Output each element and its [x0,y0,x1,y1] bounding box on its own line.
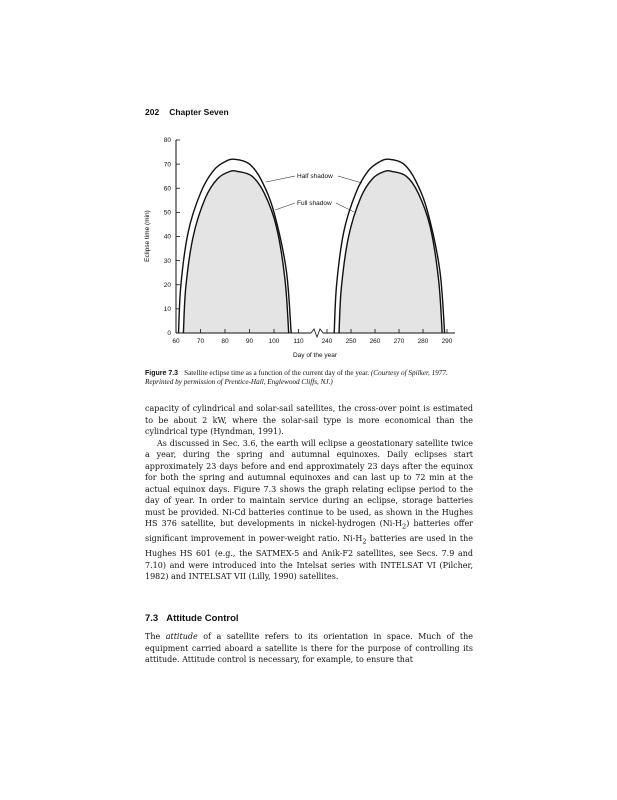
x-tick-label: 250 [345,338,357,345]
y-tick-label: 10 [163,306,171,314]
x-tick-label: 290 [441,338,453,345]
x-tick-label: 60 [172,338,180,345]
x-tick-label: 70 [196,338,205,345]
eclipse-time-chart [140,132,470,364]
section-heading [145,613,239,624]
y-axis-label: Eclipse time (min) [144,210,151,262]
y-tick-label: 20 [163,281,171,289]
paragraph-1: capacity of cylindrical and solar-sail satellites, the cross-over point is estimated to be about 2 kW, where the solar-sail type is more economical than the cylindrical type (Hyndman, 1991). [145,404,473,436]
caption-credit: (Courtesy of Spilker, 1977. Reprinted by permission of Prentice-Hall, Englewood Cliffs, NJ.) [145,369,448,387]
y-tick-label: 70 [163,161,171,169]
y-tick-label: 40 [163,233,171,241]
x-tick-label: 280 [417,338,429,345]
running-head [145,107,229,117]
body-text-upper [145,403,473,583]
paragraph-2-part-a: As discussed in Sec. 3.6, the earth will eclipse a geostationary satellite twice a year, during the spring and autumnal equinoxes. Daily eclipses start approximately 23 days before and end approximately 23 days after the equinox for both the spring and autumnal equinoxes and can last up to 72 min at the actual equinox days. Figure 7.3 shows the graph relating eclipse period to the day of year. In order to maintain service during an eclipse, storage batteries must be provided. Ni-Cd batteries continue to be used, as shown in the Hughes HS 376 satellite, but developments in nickel-hydrogen (Ni-H [145,438,473,528]
full-shadow-label: Full shadow [297,200,332,207]
subscript-2: 2 [402,522,407,531]
x-tick-label: 270 [393,338,405,345]
paragraph-3-lead: The [145,632,166,641]
chapter-title: Chapter Seven [169,107,229,117]
paragraph-2 [145,438,473,583]
caption-text: Satellite eclipse time as a function of the current day of the year. [184,369,370,377]
page-number: 202 [145,107,160,117]
y-tick-label: 0 [167,330,171,338]
axis-break-mark [311,329,323,337]
paragraph-3-rest: of a satellite refers to its orientation in space. Much of the equipment carried aboard a satellite is there for the purpose of controlling its attitude. Attitude control is necessary, for example, to ensure that [145,632,473,664]
paragraph-3 [145,631,473,666]
paragraph-2-part-c: batteries are used in the Hughes HS 601 (e.g., the SATMEX-5 and Anik-F2 satellites, see Secs. 7.9 and 7.10) and were introduced into the Intelsat series with INTELSAT VI (Pilcher, 1982) and INTELSAT VII (Lilly, 1990) satellites. [145,534,473,582]
x-tick-label: 100 [268,338,280,345]
section-number: 7.3 [145,613,159,624]
figure-label: Figure 7.3 [145,370,179,377]
x-tick-label: 240 [321,338,333,345]
section-title: Attitude Control [166,613,239,624]
x-axis-label: Day of the year [292,352,338,359]
y-tick-label: 80 [163,137,171,145]
x-tick-label: 80 [221,338,229,345]
y-tick-label: 30 [163,257,171,265]
x-tick-label: 260 [369,338,381,345]
subscript-2b: 2 [362,537,367,546]
half-shadow-label: Half shadow [297,173,333,180]
attitude-term: attitude [165,632,198,641]
full-shadow-leader-left [275,203,295,210]
half-shadow-leader-left [266,176,295,182]
half-shadow-leader-right [338,176,362,183]
figure-caption [145,369,477,388]
paragraph-2-part-b: ) batteries offer significant improvement in power-weight ratio. Ni-H [145,519,474,544]
y-tick-label: 50 [163,209,171,217]
body-text-lower [145,631,473,666]
x-tick-label: 110 [293,338,304,345]
y-tick-label: 60 [163,185,171,193]
x-tick-label: 90 [245,338,254,345]
